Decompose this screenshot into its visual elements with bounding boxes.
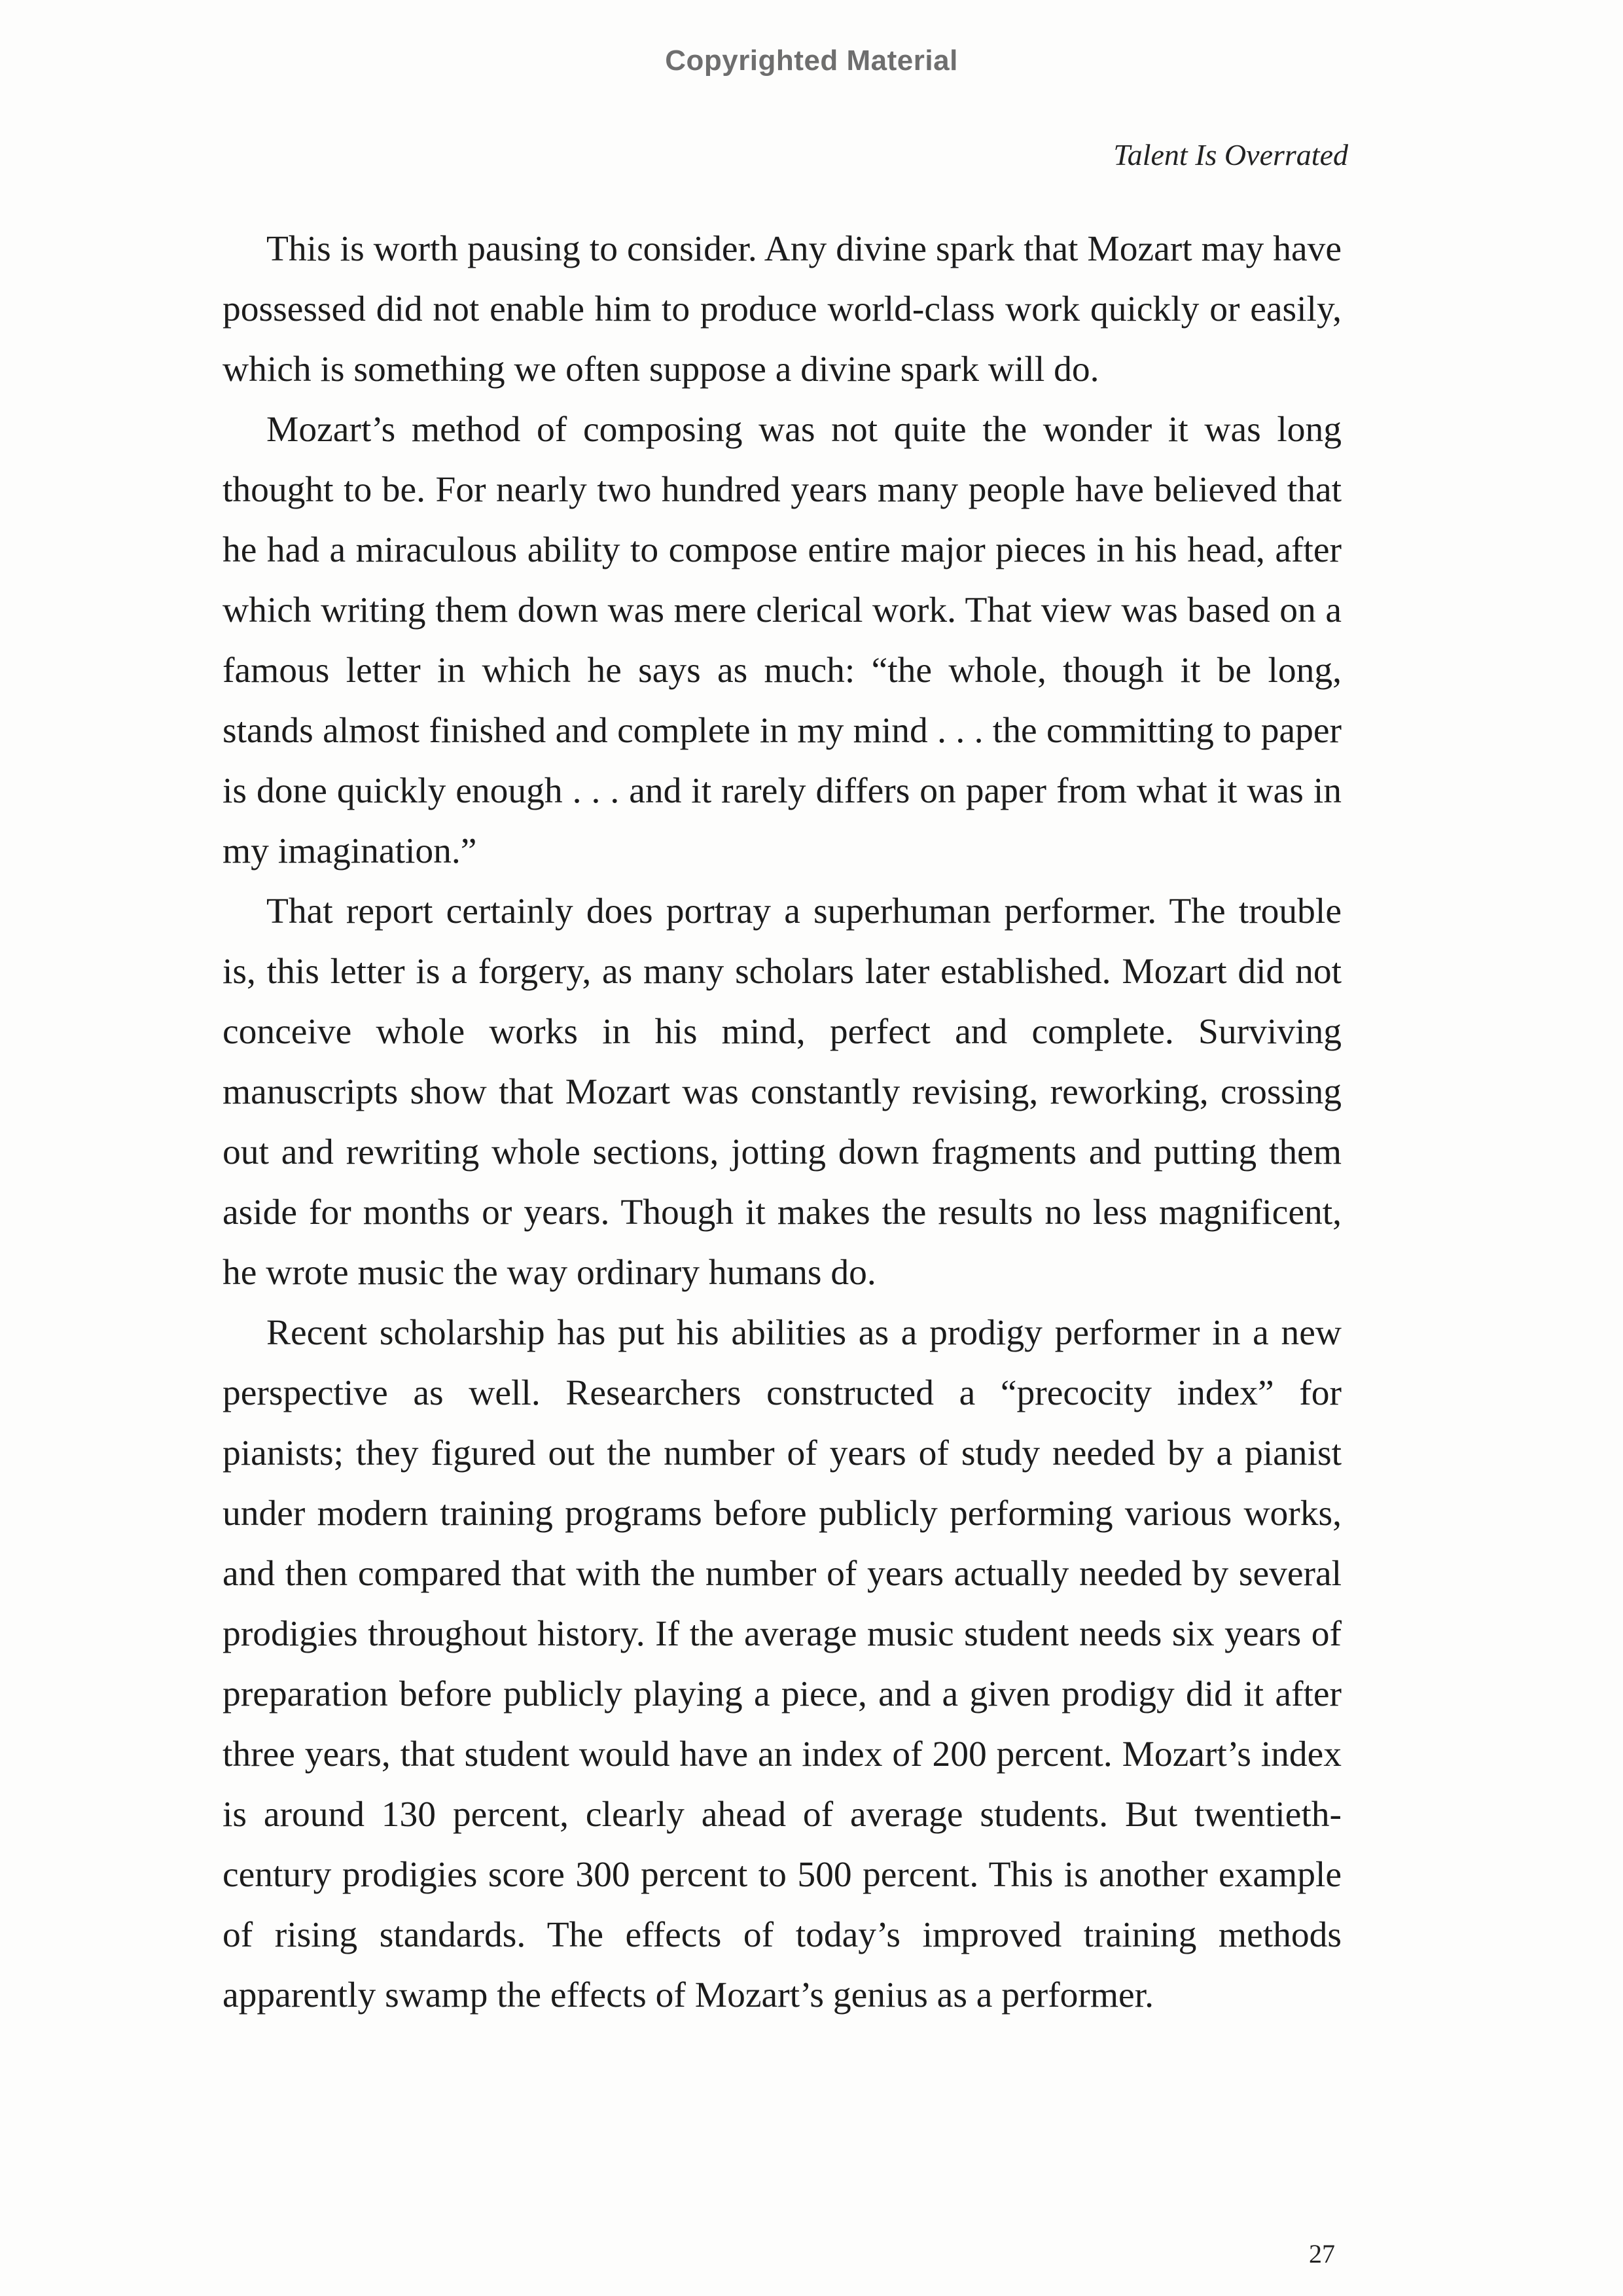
page-number: 27 xyxy=(1309,2239,1335,2269)
paragraph: Mozart’s method of composing was not quite the wonder it was long thought to be. For nearly two hundred years many people have believed that he had a miraculous ability to compose entire major pieces in his head, after which writing them down was mere clerical work. That view was based on a famous letter in which he says as much: “the whole, though it be long, stands almost finished and complete in my mind . . . the committing to paper is done quickly enough . . . and it rarely differs on paper from what it was in my imagination.” xyxy=(223,410,1342,871)
paragraph: This is worth pausing to consider. Any divine spark that Mozart may have possessed did not enable him to produce world-class work quickly or easily, which is something we often suppose a divine spark will do. xyxy=(223,229,1342,389)
running-header-title: Talent Is Overrated xyxy=(1113,138,1348,171)
paragraph: That report certainly does portray a superhuman performer. The trouble is, this letter is a forgery, as many scholars later established. Mozart did not conceive whole works in his mind, perfect and complete. Surviving manuscripts show that Mozart was constantly revising, reworking, crossing out and rewriting whole sections, jotting down fragments and putting them aside for months or years. Though it makes the results no less magnificent, he wrote music the way ordinary humans do. xyxy=(223,891,1342,1293)
copyright-watermark: Copyrighted Material xyxy=(665,45,958,77)
paragraph: Recent scholarship has put his abilities as a prodigy performer in a new perspective as well. Researchers constructed a “precocity index” for pianists; they figured out the number of years of study needed by a pianist under modern training programs before publicly performing various works, and then compared that with the number of years actually needed by several prodigies throughout history. If the average music student needs six years of preparation before publicly playing a piece, and a given prodigy did it after three years, that student would have an index of 200 percent. Mozart’s index is around 130 percent, clearly ahead of average students. But twentieth-century prodigies score 300 percent to 500 percent. This is another example of rising standards. The effects of today’s improved training methods apparently swamp the effects of Mozart’s genius as a performer. xyxy=(223,1313,1342,2015)
body-text xyxy=(223,219,1342,2026)
